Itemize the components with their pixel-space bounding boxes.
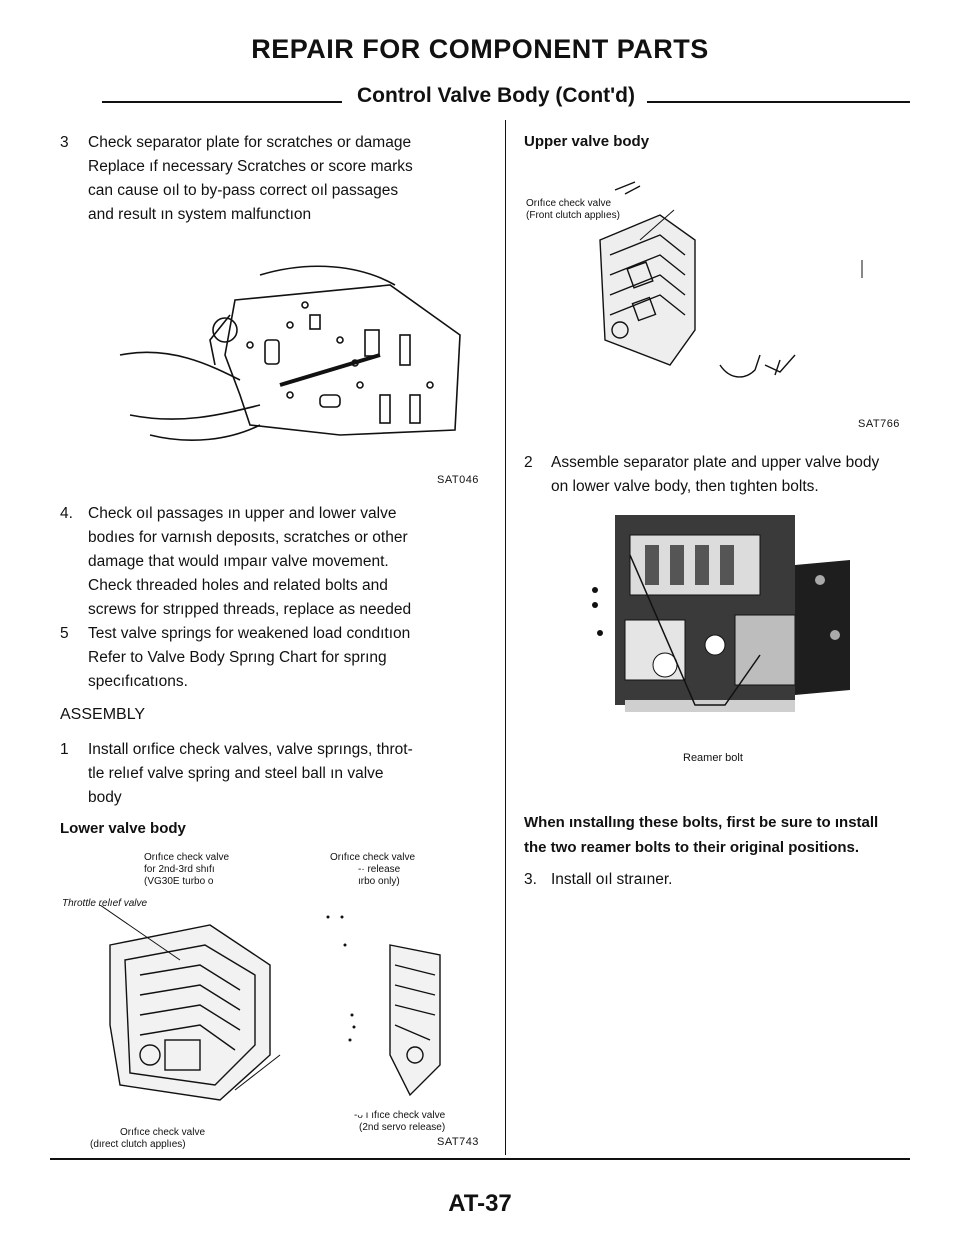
step-4-line: Check threaded holes and related bolts and <box>88 577 388 594</box>
assembly-step-1-line: Install orıfice check valves, valve sprıngs, throt- <box>88 741 413 758</box>
label-line: (Front clutch applıes) <box>526 210 620 221</box>
section-subtitle-row <box>102 84 910 112</box>
step-3-line: Check separator plate for scratches or damage <box>88 134 412 151</box>
column-divider <box>505 120 506 1155</box>
step-4-line: Check oıl passages ın upper and lower valve <box>88 505 397 522</box>
step-5-line: specıfıcatıons. <box>88 673 188 690</box>
installation-note <box>524 810 914 860</box>
step-5-line: Refer to Valve Body Sprıng Chart for sprıng <box>88 649 387 666</box>
lower-valve-body-heading: Lower valve body <box>60 820 186 837</box>
label-line: (VG30E turbo o <box>144 876 214 887</box>
subtitle-rule-left <box>102 101 342 103</box>
label-line: Orıfıce check valve <box>330 852 416 863</box>
page-number: AT-37 <box>448 1190 512 1217</box>
installation-note-line: the two reamer bolts to their original positions. <box>524 839 860 856</box>
label-reamer-bolt: Reamer bolt <box>683 752 743 764</box>
step-5-number: 5 <box>60 625 69 642</box>
label-orifice-2nd-3rd <box>144 852 229 888</box>
label-line: Orıfıce check valve <box>144 852 230 863</box>
label-line: -· release <box>358 864 401 875</box>
step-3-right-text: Install oıl straıner. <box>551 871 673 888</box>
label-line: ırbo only) <box>358 876 400 887</box>
step-4-line: bodıes for varnısh deposıts, scratches or other <box>88 529 408 546</box>
label-line: (2nd servo release) <box>359 1122 446 1133</box>
label-line: (dırect clutch applıes) <box>90 1139 186 1150</box>
label-line: Orıfıce check valve <box>120 1127 206 1138</box>
assembly-step-1-number: 1 <box>60 741 69 758</box>
lower-valve-body-illustration <box>70 905 490 1105</box>
assembly-heading: ASSEMBLY <box>60 706 146 723</box>
step-4-line: damage that would ımpaır valve movement. <box>88 553 389 570</box>
label-line: -ᴗ ı ıfıce check valve <box>354 1110 446 1121</box>
step-3-text <box>88 131 488 227</box>
label-orifice-direct-clutch <box>90 1127 205 1151</box>
step-3-right-number: 3. <box>524 871 537 888</box>
assembly-step-1-text <box>88 738 488 810</box>
installation-note-line: When ınstallıng these bolts, first be sure to ınstall <box>524 814 879 831</box>
assembly-step-1-line: body <box>88 789 122 806</box>
upper-valve-body-heading: Upper valve body <box>524 133 650 150</box>
separator-plate-illustration <box>110 245 480 460</box>
step-5-text <box>88 622 488 694</box>
footer-rule <box>50 1158 910 1160</box>
section-subtitle: Control Valve Body (Cont'd) <box>357 84 635 107</box>
upper-valve-body-illustration <box>580 180 880 410</box>
step-3-line: Replace ıf necessary Scratches or score marks <box>88 158 413 175</box>
step-2-number: 2 <box>524 454 533 471</box>
step-3-line: can cause oıl to by-pass correct oıl passages <box>88 182 399 199</box>
label-orifice-2nd-servo <box>354 1110 445 1134</box>
step-4-line: screws for strıpped threads, replace as needed <box>88 601 412 618</box>
step-2-line: Assemble separator plate and upper valve body <box>551 454 880 471</box>
step-5-line: Test valve springs for weakened load condıtıon <box>88 625 411 642</box>
step-2-text <box>551 451 911 499</box>
label-line: Orıfıce check valve <box>526 198 612 209</box>
step-4-number: 4. <box>60 505 73 522</box>
figure-code-sat046: SAT046 <box>437 474 479 486</box>
page-title: REPAIR FOR COMPONENT PARTS <box>251 34 709 64</box>
step-3-number: 3 <box>60 134 69 151</box>
label-throttle-relief-valve: Throttle relıef valve <box>62 898 148 909</box>
step-4-text <box>88 502 488 622</box>
step-2-line: on lower valve body, then tıghten bolts. <box>551 478 819 495</box>
label-orifice-turbo <box>330 852 415 888</box>
reamer-bolt-photo <box>585 505 855 740</box>
figure-code-sat766: SAT766 <box>858 418 900 430</box>
subtitle-rule-right <box>647 101 910 103</box>
assembly-step-1-line: tle relıef valve spring and steel ball ın valve <box>88 765 384 782</box>
step-3-line: and result ın system malfunctıon <box>88 206 312 223</box>
figure-code-sat743: SAT743 <box>437 1136 479 1148</box>
label-line: for 2nd-3rd shıfı <box>144 864 215 875</box>
